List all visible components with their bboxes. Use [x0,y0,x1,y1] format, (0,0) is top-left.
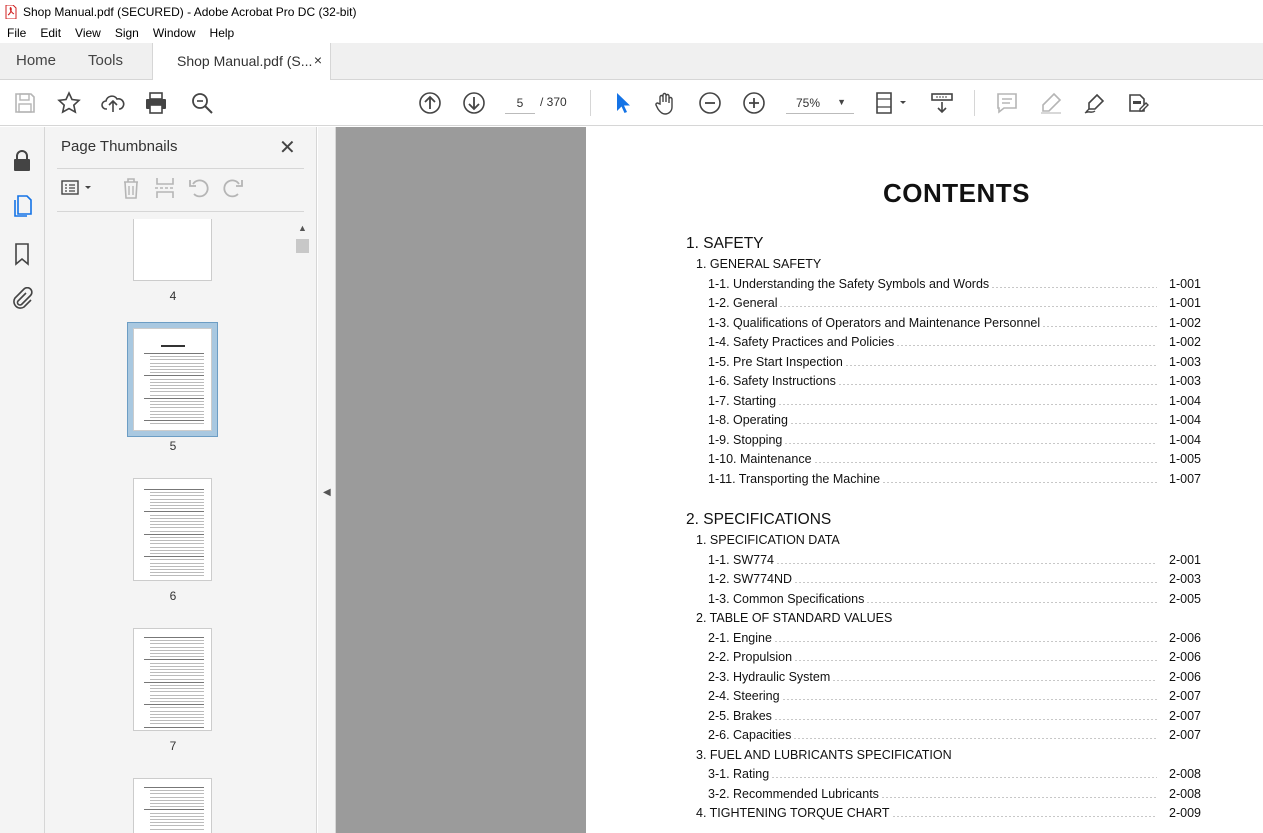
thumbnail-text-line [150,685,204,686]
toc-entry-title: 1-8. Operating [708,413,788,427]
toc-leader-dots [774,719,1157,720]
toc-page-ref: 2-007 [1169,708,1201,723]
page-thumbnail[interactable] [133,778,212,833]
toc-entry-title: 1-11. Transporting the Machine [708,471,881,486]
thumbnail-text-line [150,640,204,641]
thumbnail-text-line [150,572,204,573]
thumbnail-text-line [150,414,204,415]
thumbnail-text-line [150,404,204,405]
save-icon[interactable] [13,91,37,115]
toc-page-ref: 1-002 [1169,315,1201,330]
thumbnail-text-line [150,521,204,522]
thumbnail-page-number: 4 [169,289,177,303]
thumbnail-text-line [150,643,204,644]
thumbnail-text-line [150,372,204,373]
zoom-in-icon[interactable] [742,91,766,115]
thumbnail-text-line [150,515,204,516]
toc-leader-dots [1042,326,1157,327]
page-up-icon[interactable] [418,91,442,115]
title-bar [0,0,1263,23]
page-thumbnails-panel [45,127,317,833]
page-thumbnail[interactable] [133,219,212,281]
thumbnail-text-line [150,688,204,689]
thumbnail-text-line [150,829,204,830]
toc-page-ref: 2-006 [1169,650,1201,664]
scrollbar-thumb[interactable] [296,239,309,253]
thumbnail-text-line [150,505,204,506]
toc-entry-title: 1-1. Understanding the Safety Symbols and Words [708,276,990,291]
thumbnail-text-line [150,569,204,570]
toc-entry[interactable] [708,726,1201,742]
scroll-mode-icon[interactable] [930,91,954,115]
window-title: Shop Manual.pdf (SECURED) - Adobe Acrobat Pro DC (32-bit) [23,4,357,19]
thumbnail-text-line [150,695,204,696]
thumbnail-text-line [150,553,204,554]
pdf-page [586,127,1263,833]
thumbnail-text-line [150,803,204,804]
thumbnail-text-line [144,534,204,535]
toc-entry[interactable] [708,275,1201,291]
page-thumbnail[interactable] [133,628,212,731]
thumbnail-text-line [150,650,204,651]
toc-entry[interactable] [708,590,1201,606]
bookmark-star-icon[interactable] [57,91,81,115]
thumbnail-text-line [144,682,204,683]
redact-icon[interactable] [1126,91,1150,115]
page-down-icon[interactable] [462,91,486,115]
toc-page-ref: 2-008 [1169,786,1201,801]
print-icon[interactable] [144,91,168,115]
thumbnail-text-line [150,672,204,673]
thumbnail-text-line [150,550,204,551]
menu-edit[interactable]: Edit [40,26,62,40]
thumbnail-text-line [150,793,204,794]
toc-entry[interactable] [708,372,1201,388]
toc-page-ref: 1-001 [1169,276,1201,291]
toc-entry[interactable] [708,648,1201,664]
bookmark-icon[interactable] [10,242,34,266]
panel-collapse-strip[interactable] [318,127,336,833]
thumbnail-text-line [150,417,204,418]
toc-leader-dots [991,287,1157,288]
thumbnail-text-line [150,388,204,389]
toc-leader-dots [832,680,1157,681]
thumbnail-text-line [150,663,204,664]
highlight-icon[interactable] [1039,91,1063,115]
page-thumbnail[interactable] [133,478,212,581]
thumbnail-text-line [150,508,204,509]
toc-entry-title: 2-3. Hydraulic System [708,669,831,684]
toc-page-ref: 2-008 [1169,767,1201,781]
menu-bar [0,23,1263,43]
extract-pages-icon[interactable] [153,176,177,200]
page-thumbnails-icon[interactable] [10,194,34,218]
thumbnail-text-line [150,679,204,680]
thumbnail-text-line [144,809,204,810]
thumbnail-text-line [150,800,204,801]
thumbnails-scrollbar[interactable] [295,221,310,833]
thumbnail-text-line [150,797,204,798]
thumbnail-text-line [150,543,204,544]
toc-group-heading: 3. FUEL AND LUBRICANTS SPECIFICATION [696,747,952,762]
thumbnail-text-line [150,563,204,564]
thumbnail-text-line [150,379,204,380]
thumbnail-text-line [150,363,204,364]
thumbnail-page-number: 5 [169,439,177,453]
toc-entry-title: 1-2. SW774ND [708,572,793,586]
toc-page-ref: 2-001 [1169,552,1201,567]
toc-entry[interactable] [708,353,1201,369]
toc-leader-dots [794,582,1157,583]
toc-entry[interactable] [708,392,1201,408]
toc-leader-dots [866,602,1157,603]
tab-tools[interactable]: Tools [88,52,124,69]
thumbnail-text-line [150,666,204,667]
collapse-left-icon[interactable]: ◀ [323,487,331,498]
toc-entry[interactable] [708,551,1201,567]
thumbnail-text-line [150,359,204,360]
thumbnail-text-line [150,495,204,496]
toc-entry[interactable] [708,668,1201,684]
thumbnail-text-line [150,720,204,721]
toc-section-heading: 2. SPECIFICATIONS [686,511,832,528]
thumbnail-text-line [150,717,204,718]
toc-page-ref: 2-007 [1169,728,1201,742]
attachment-icon[interactable] [10,287,34,311]
thumbnail-text-line [150,356,204,357]
toc-page-ref: 2-003 [1169,572,1201,586]
thumbnail-text-line [150,707,204,708]
thumbnail-text-line [150,391,204,392]
thumbnail-text-line [150,524,204,525]
thumbnail-text-line [144,556,204,557]
lock-icon[interactable] [10,149,34,173]
toc-group-heading: 2. TABLE OF STANDARD VALUES [696,611,893,625]
toc-entry[interactable] [708,411,1201,427]
tab-close-icon[interactable]: × [313,52,322,68]
thumbnail-text-line [150,825,204,826]
thumbnail-text-line [150,540,204,541]
thumbnail-text-line [150,669,204,670]
thumbnail-text-line [144,489,204,490]
toc-entry-title: 1-1. SW774 [708,552,775,567]
toc-page-ref: 2-005 [1169,591,1201,606]
toc-leader-dots [845,365,1157,366]
thumbnail-text-line [150,653,204,654]
zoom-level-select[interactable] [786,92,854,114]
toc-leader-dots [784,443,1157,444]
thumbnail-text-line [144,787,204,788]
thumbnail-text-line [144,353,204,354]
thumbnail-text-line [150,518,204,519]
thumbnail-text-line [150,806,204,807]
thumbnail-text-line [150,647,204,648]
toc-entry-title: 1-2. General [708,296,778,310]
thumbnail-text-line [144,704,204,705]
toc-page-ref: 2-007 [1169,689,1201,703]
thumbnail-text-line [144,398,204,399]
panel-title: Page Thumbnails [61,138,178,155]
tab-bar [0,43,1263,80]
thumbnail-text-line [150,547,204,548]
document-area [318,127,1263,833]
thumbnail-text-line [144,511,204,512]
thumbnail-text-line [150,566,204,567]
toc-group-heading: 1. GENERAL SAFETY [696,257,822,271]
thumbnail-text-line [150,369,204,370]
toc-entry-title: 2-5. Brakes [708,708,772,723]
trash-icon[interactable] [119,176,143,200]
toolbar [0,80,1263,126]
thumbnail-text-line [150,366,204,367]
thumbnail-text-line [150,401,204,402]
divider [57,168,304,169]
page-thumbnail[interactable] [133,328,212,431]
left-rail [0,127,45,833]
toc-entry[interactable] [708,707,1201,723]
toc-leader-dots [838,384,1157,385]
tab-document[interactable] [152,43,331,80]
page-number-input[interactable]: 5 [505,92,535,114]
toc-entry-title: 2-4. Steering [708,689,780,703]
thumbnail-text-line [150,499,204,500]
thumbnail-text-line [150,559,204,560]
toc-entry[interactable] [708,314,1201,330]
thumbnail-page-number: 6 [169,589,177,603]
menu-window[interactable]: Window [152,26,196,40]
toc-group-heading: 1. SPECIFICATION DATA [696,533,840,547]
toc-page-ref: 2-006 [1169,630,1201,645]
thumbnail-options-icon[interactable] [60,176,96,200]
close-icon[interactable]: ✕ [279,137,296,159]
toc-leader-dots [776,563,1157,564]
toc-entry[interactable] [708,570,1201,586]
menu-help[interactable]: Help [209,26,235,40]
toc-group-row[interactable] [696,804,1201,820]
toc-entry-title: 1-3. Common Specifications [708,591,865,606]
toc-entry-title: 1-10. Maintenance [708,452,812,466]
toolbar-separator [974,90,975,116]
thumbnail-text-line [150,385,204,386]
toc-entry-title: 1-6. Safety Instructions [708,374,836,388]
thumbnail-text-line [150,714,204,715]
toc-group-title: 4. TIGHTENING TORQUE CHART [696,806,890,820]
zoom-out-icon[interactable] [698,91,722,115]
toc-page-ref: 1-005 [1169,452,1201,466]
toc-entry[interactable] [708,785,1201,801]
toc-leader-dots [774,641,1157,642]
menu-view[interactable]: View [75,26,101,40]
toc-leader-dots [771,777,1157,778]
thumbnail-text-line [150,816,204,817]
toc-page-ref: 1-004 [1169,432,1201,447]
toc-entry-title: 2-1. Engine [708,630,772,645]
toc-page-ref: 1-007 [1169,471,1201,486]
toc-entry-title: 1-9. Stopping [708,432,783,447]
toolbar-separator [590,90,591,116]
thumbnail-text-line [150,656,204,657]
document-background [336,127,586,833]
thumbnail-text-line [150,790,204,791]
upload-icon[interactable] [101,91,125,115]
toc-page-ref: 2-006 [1169,669,1201,684]
thumbnail-text-line [150,813,204,814]
toc-entry-title: 3-1. Rating [708,767,770,781]
thumbnail-text-line [150,527,204,528]
toc-leader-dots [896,345,1157,346]
thumbnail-text-line [150,395,204,396]
toc-page-ref: 1-003 [1169,354,1201,369]
thumbnail-text-line [150,411,204,412]
thumbnail-text-line [150,822,204,823]
thumbnail-text-line [150,407,204,408]
thumbnail-text-line [150,723,204,724]
thumbnail-text-line [150,675,204,676]
thumbnail-text-line [150,691,204,692]
toc-page-ref: 1-004 [1169,393,1201,408]
document-title: CONTENTS [883,178,1030,208]
toc-entry[interactable] [708,333,1201,349]
toc-leader-dots [782,699,1157,700]
hand-icon[interactable] [654,91,678,115]
rotate-left-icon[interactable] [187,176,211,200]
tab-document-label: Shop Manual.pdf (S... [177,53,313,69]
menu-file[interactable]: File [7,26,27,40]
toc-entry[interactable] [708,450,1201,466]
scroll-up-icon[interactable]: ▲ [298,223,307,233]
acrobat-pdf-icon [5,5,17,19]
thumbnail-text-line [150,492,204,493]
fit-page-icon[interactable] [874,91,910,115]
menu-sign[interactable]: Sign [114,26,139,40]
tab-home[interactable]: Home [16,52,57,69]
rotate-right-icon[interactable] [221,176,245,200]
search-zoom-icon[interactable] [190,91,214,115]
toc-entry[interactable] [708,431,1201,447]
toc-leader-dots [794,660,1157,661]
toc-page-ref: 1-002 [1169,335,1201,349]
toc-entry-title: 1-5. Pre Start Inspection [708,354,843,369]
toc-leader-dots [779,306,1157,307]
thumbnail-text-line [150,382,204,383]
toc-section-heading: 1. SAFETY [686,235,764,252]
toc-entry[interactable] [708,629,1201,645]
toc-entry-title: 3-2. Recommended Lubricants [708,786,879,801]
thumbnail-text-line [150,711,204,712]
divider [57,211,304,212]
toc-entry[interactable] [708,687,1201,703]
toc-leader-dots [793,738,1157,739]
chevron-down-icon: ▼ [837,97,846,107]
thumbnail-text-line [144,659,204,660]
thumbnail-text-line [144,727,204,728]
thumbnail-page-number: 7 [169,739,177,753]
toc-leader-dots [790,423,1157,424]
toc-leader-dots [882,482,1157,483]
zoom-level-value: 75% [796,96,821,110]
toc-leader-dots [881,797,1157,798]
thumbnail-text-line [150,575,204,576]
select-cursor-icon[interactable] [610,91,634,115]
thumbnail-heading-line [161,345,185,347]
toc-page-ref: 1-001 [1169,296,1201,310]
sign-icon[interactable] [1083,91,1107,115]
toc-entry-title: 1-4. Safety Practices and Policies [708,335,895,349]
thumbnail-text-line [150,698,204,699]
toc-entry-title: 2-2. Propulsion [708,650,793,664]
toc-entry-title: 2-6. Capacities [708,728,792,742]
toc-leader-dots [778,404,1157,405]
thumbnail-text-line [150,537,204,538]
toc-leader-dots [892,816,1157,817]
page-total-label: / 370 [540,95,567,109]
thumbnail-text-line [144,375,204,376]
toc-page-ref: 1-004 [1169,413,1201,427]
thumbnail-text-line [150,423,204,424]
toc-leader-dots [814,462,1157,463]
toc-page-ref: 1-003 [1169,374,1201,388]
thumbnail-text-line [150,819,204,820]
thumbnail-text-line [144,420,204,421]
toc-entry-title: 1-7. Starting [708,393,777,408]
thumbnail-text-line [150,531,204,532]
thumbnail-text-line [144,637,204,638]
toc-entry-title: 1-3. Qualifications of Operators and Maintenance Personnel [708,315,1041,330]
comment-icon[interactable] [995,91,1019,115]
toc-entry[interactable] [708,294,1201,310]
toc-entry[interactable] [708,765,1201,781]
thumbnail-text-line [150,502,204,503]
toc-page-ref: 2-009 [1169,806,1201,820]
thumbnail-text-line [150,701,204,702]
toc-entry[interactable] [708,470,1201,486]
